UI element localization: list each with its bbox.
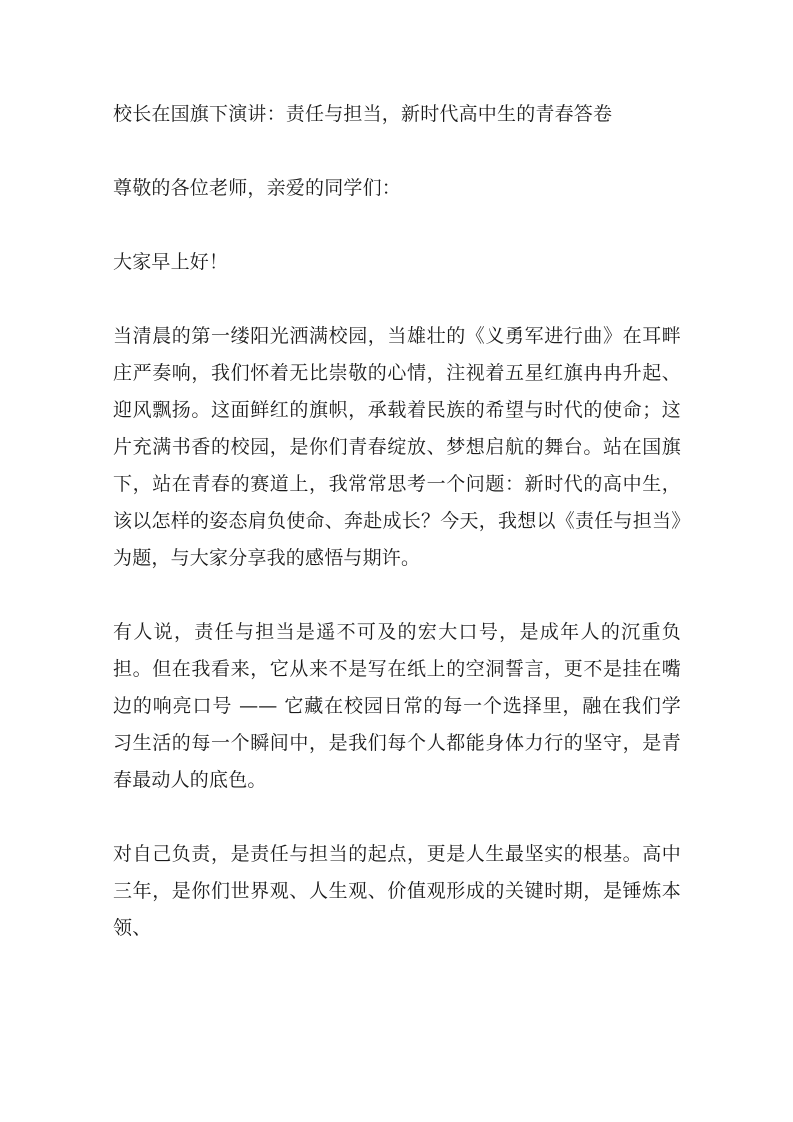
document-title: 校长在国旗下演讲：责任与担当，新时代高中生的青春答卷 xyxy=(113,103,613,125)
body-paragraph: 当清晨的第一缕阳光洒满校园，当雄壮的《义勇军进行曲》在耳畔庄严奏响，我们怀着无比崇敬的心情，注视着五星红旗冉冉升起、迎风飘扬。这面鲜红的旗帜，承载着民族的希望与时代的使命；这片充满书香的校园，是你们青春绽放、梦想启航的舞台。站在国旗下，站在青春的赛道上，我常常思考一个问题：新时代的高中生，该以怎样的姿态肩负使命、奔赴成长？今天，我想以《责任与担当》为题，与大家分享我的感悟与期许。 xyxy=(113,325,681,569)
document-body xyxy=(113,96,681,947)
body-paragraph: 有人说，责任与担当是遥不可及的宏大口号，是成年人的沉重负担。但在我看来，它从来不是写在纸上的空洞誓言，更不是挂在嘴边的响亮口号 —— 它藏在校园日常的每一个选择里，融在我们学习生活的每一个瞬间中，是我们每个人都能身体力行的坚守，是青春最动人的底色。 xyxy=(113,621,681,791)
salutation-line: 尊敬的各位老师，亲爱的同学们： xyxy=(113,177,402,199)
body-paragraph: 对自己负责，是责任与担当的起点，更是人生最坚实的根基。高中三年，是你们世界观、人生观、价值观形成的关键时期，是锤炼本领、 xyxy=(113,843,681,939)
greeting-line: 大家早上好！ xyxy=(113,251,229,273)
